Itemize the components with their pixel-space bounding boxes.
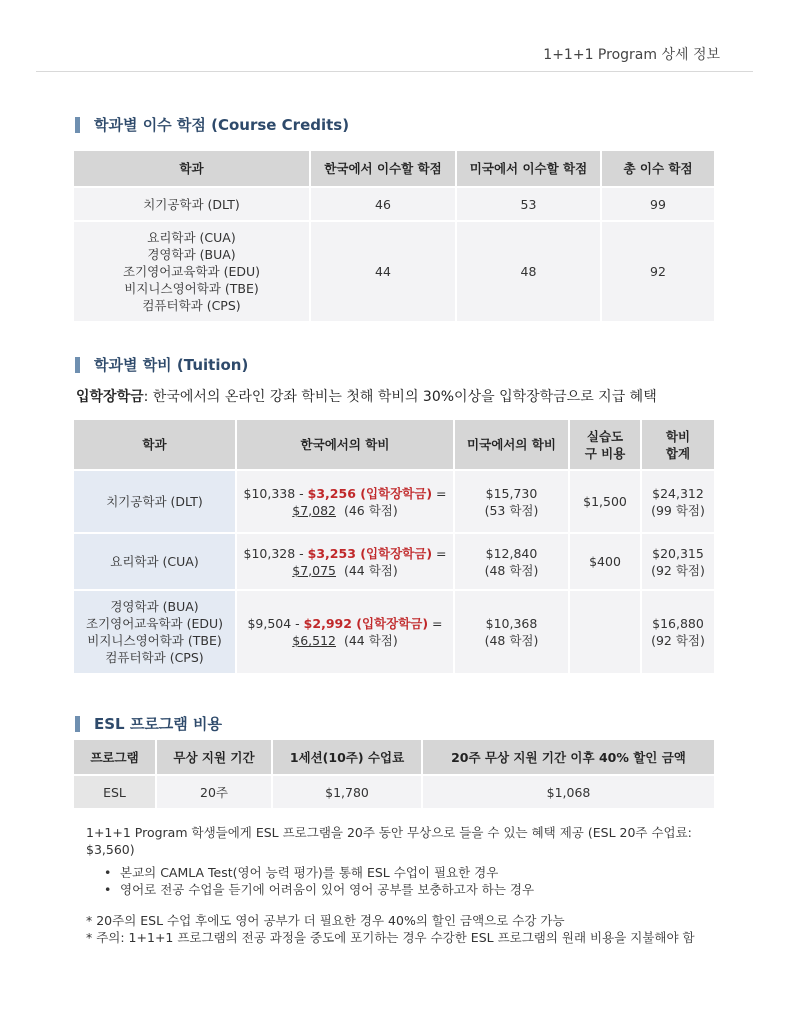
esl-discount-amount: $1,068 [422,775,715,809]
tuition-col-dept: 학과 [74,420,236,470]
footnote: * 주의: 1+1+1 프로그램의 전공 과정을 중도에 포기하는 경우 수강한 ESL 프로그램의 원래 비용을 지불해야 함 [86,930,695,945]
dept-cell: 치기공학과 (DLT) [74,187,310,221]
esl-col-discount: 20주 무상 지원 기간 이후 40% 할인 금액 [422,740,715,775]
credits-table [74,151,716,323]
esl-program: ESL [74,775,156,809]
list-item: • 영어로 전공 수업을 듣기에 어려움이 있어 영어 공부를 보충하고자 하는 경우 [102,881,696,898]
dept-cell: 치기공학과 (DLT) [74,470,236,533]
table-row [74,590,715,674]
credits-header-row [74,151,715,187]
esl-session-fee: $1,780 [272,775,422,809]
tuition-section-title-text: 학과별 학비 (Tuition) [94,356,249,374]
us-credits: 53 [456,187,601,221]
korea-credits: 44 [310,221,456,322]
us-tuition: $10,368 (48 학점) [454,590,569,674]
esl-free-period: 20주 [156,775,272,809]
footnotes [86,912,696,946]
tuition-col-korea: 한국에서의 학비 [236,420,454,470]
esl-section-title-text: ESL 프로그램 비용 [94,715,222,733]
us-credits: 48 [456,221,601,322]
section-marker [75,117,80,133]
korea-tuition: $10,338 - $3,256 (입학장학금) = $7,082 (46 학점) [236,470,454,533]
us-tuition: $12,840 (48 학점) [454,533,569,590]
tuition-header-row [74,420,715,470]
scholarship-description [76,386,657,406]
us-tuition: $15,730 (53 학점) [454,470,569,533]
credits-col-dept: 학과 [74,151,310,187]
page-header-title: 1+1+1 Program 상세 정보 [543,47,720,63]
table-row [74,775,715,809]
dept-cell: 요리학과 (CUA) [74,533,236,590]
credits-col-total: 총 이수 학점 [601,151,715,187]
esl-table [74,740,716,810]
scholarship-label: 입학장학금 [76,389,144,405]
tuition-total: $16,880 (92 학점) [641,590,715,674]
total-credits: 92 [601,221,715,322]
total-credits: 99 [601,187,715,221]
esl-col-free: 무상 지원 기간 [156,740,272,775]
esl-conditions-list [86,864,696,898]
tools-cost: $400 [569,533,641,590]
korea-credits: 46 [310,187,456,221]
credits-col-us: 미국에서 이수할 학점 [456,151,601,187]
tuition-col-tools: 실습도구 비용 [569,420,641,470]
table-row [74,221,715,322]
scholarship-text: : 한국에서의 온라인 강좌 학비는 첫해 학비의 30%이상을 입학장학금으로 지급 혜택 [143,389,657,405]
tuition-table [74,420,716,675]
esl-section-title [75,713,222,734]
credits-col-korea: 한국에서 이수할 학점 [310,151,456,187]
section-marker [75,357,80,373]
dept-cell: 경영학과 (BUA) 조기영어교육학과 (EDU) 비지니스영어학과 (TBE) 컴퓨터학과 (CPS) [74,590,236,674]
table-row [74,533,715,590]
tuition-total: $20,315 (92 학점) [641,533,715,590]
tuition-col-total: 학비 합계 [641,420,715,470]
dept-cell: 요리학과 (CUA) 경영학과 (BUA) 조기영어교육학과 (EDU) 비지니스영어학과 (TBE) 컴퓨터학과 (CPS) [74,221,310,322]
esl-col-fee: 1세션(10주) 수업료 [272,740,422,775]
section-marker [75,716,80,732]
list-item: • 본교의 CAMLA Test(영어 능력 평가)를 통해 ESL 수업이 필요한 경우 [102,864,696,881]
korea-tuition: $9,504 - $2,992 (입학장학금) = $6,512 (44 학점) [236,590,454,674]
esl-header-row [74,740,715,775]
tools-cost: $1,500 [569,470,641,533]
tuition-col-us: 미국에서의 학비 [454,420,569,470]
korea-tuition: $10,328 - $3,253 (입학장학금) = $7,075 (44 학점) [236,533,454,590]
table-row [74,187,715,221]
table-row [74,470,715,533]
tools-cost [569,590,641,674]
tuition-section-title [75,354,248,375]
esl-benefit-text: 1+1+1 Program 학생들에게 ESL 프로그램을 20주 동안 무상으로 들을 수 있는 혜택 제공 (ESL 20주 수업료: $3,560) [86,825,692,857]
esl-notes [86,824,696,946]
credits-section-title-text: 학과별 이수 학점 (Course Credits) [94,116,350,134]
esl-col-program: 프로그램 [74,740,156,775]
header-divider [36,71,753,72]
credits-section-title [75,114,349,135]
tuition-total: $24,312 (99 학점) [641,470,715,533]
footnote: * 20주의 ESL 수업 후에도 영어 공부가 더 필요한 경우 40%의 할인 금액으로 수강 가능 [86,913,565,928]
